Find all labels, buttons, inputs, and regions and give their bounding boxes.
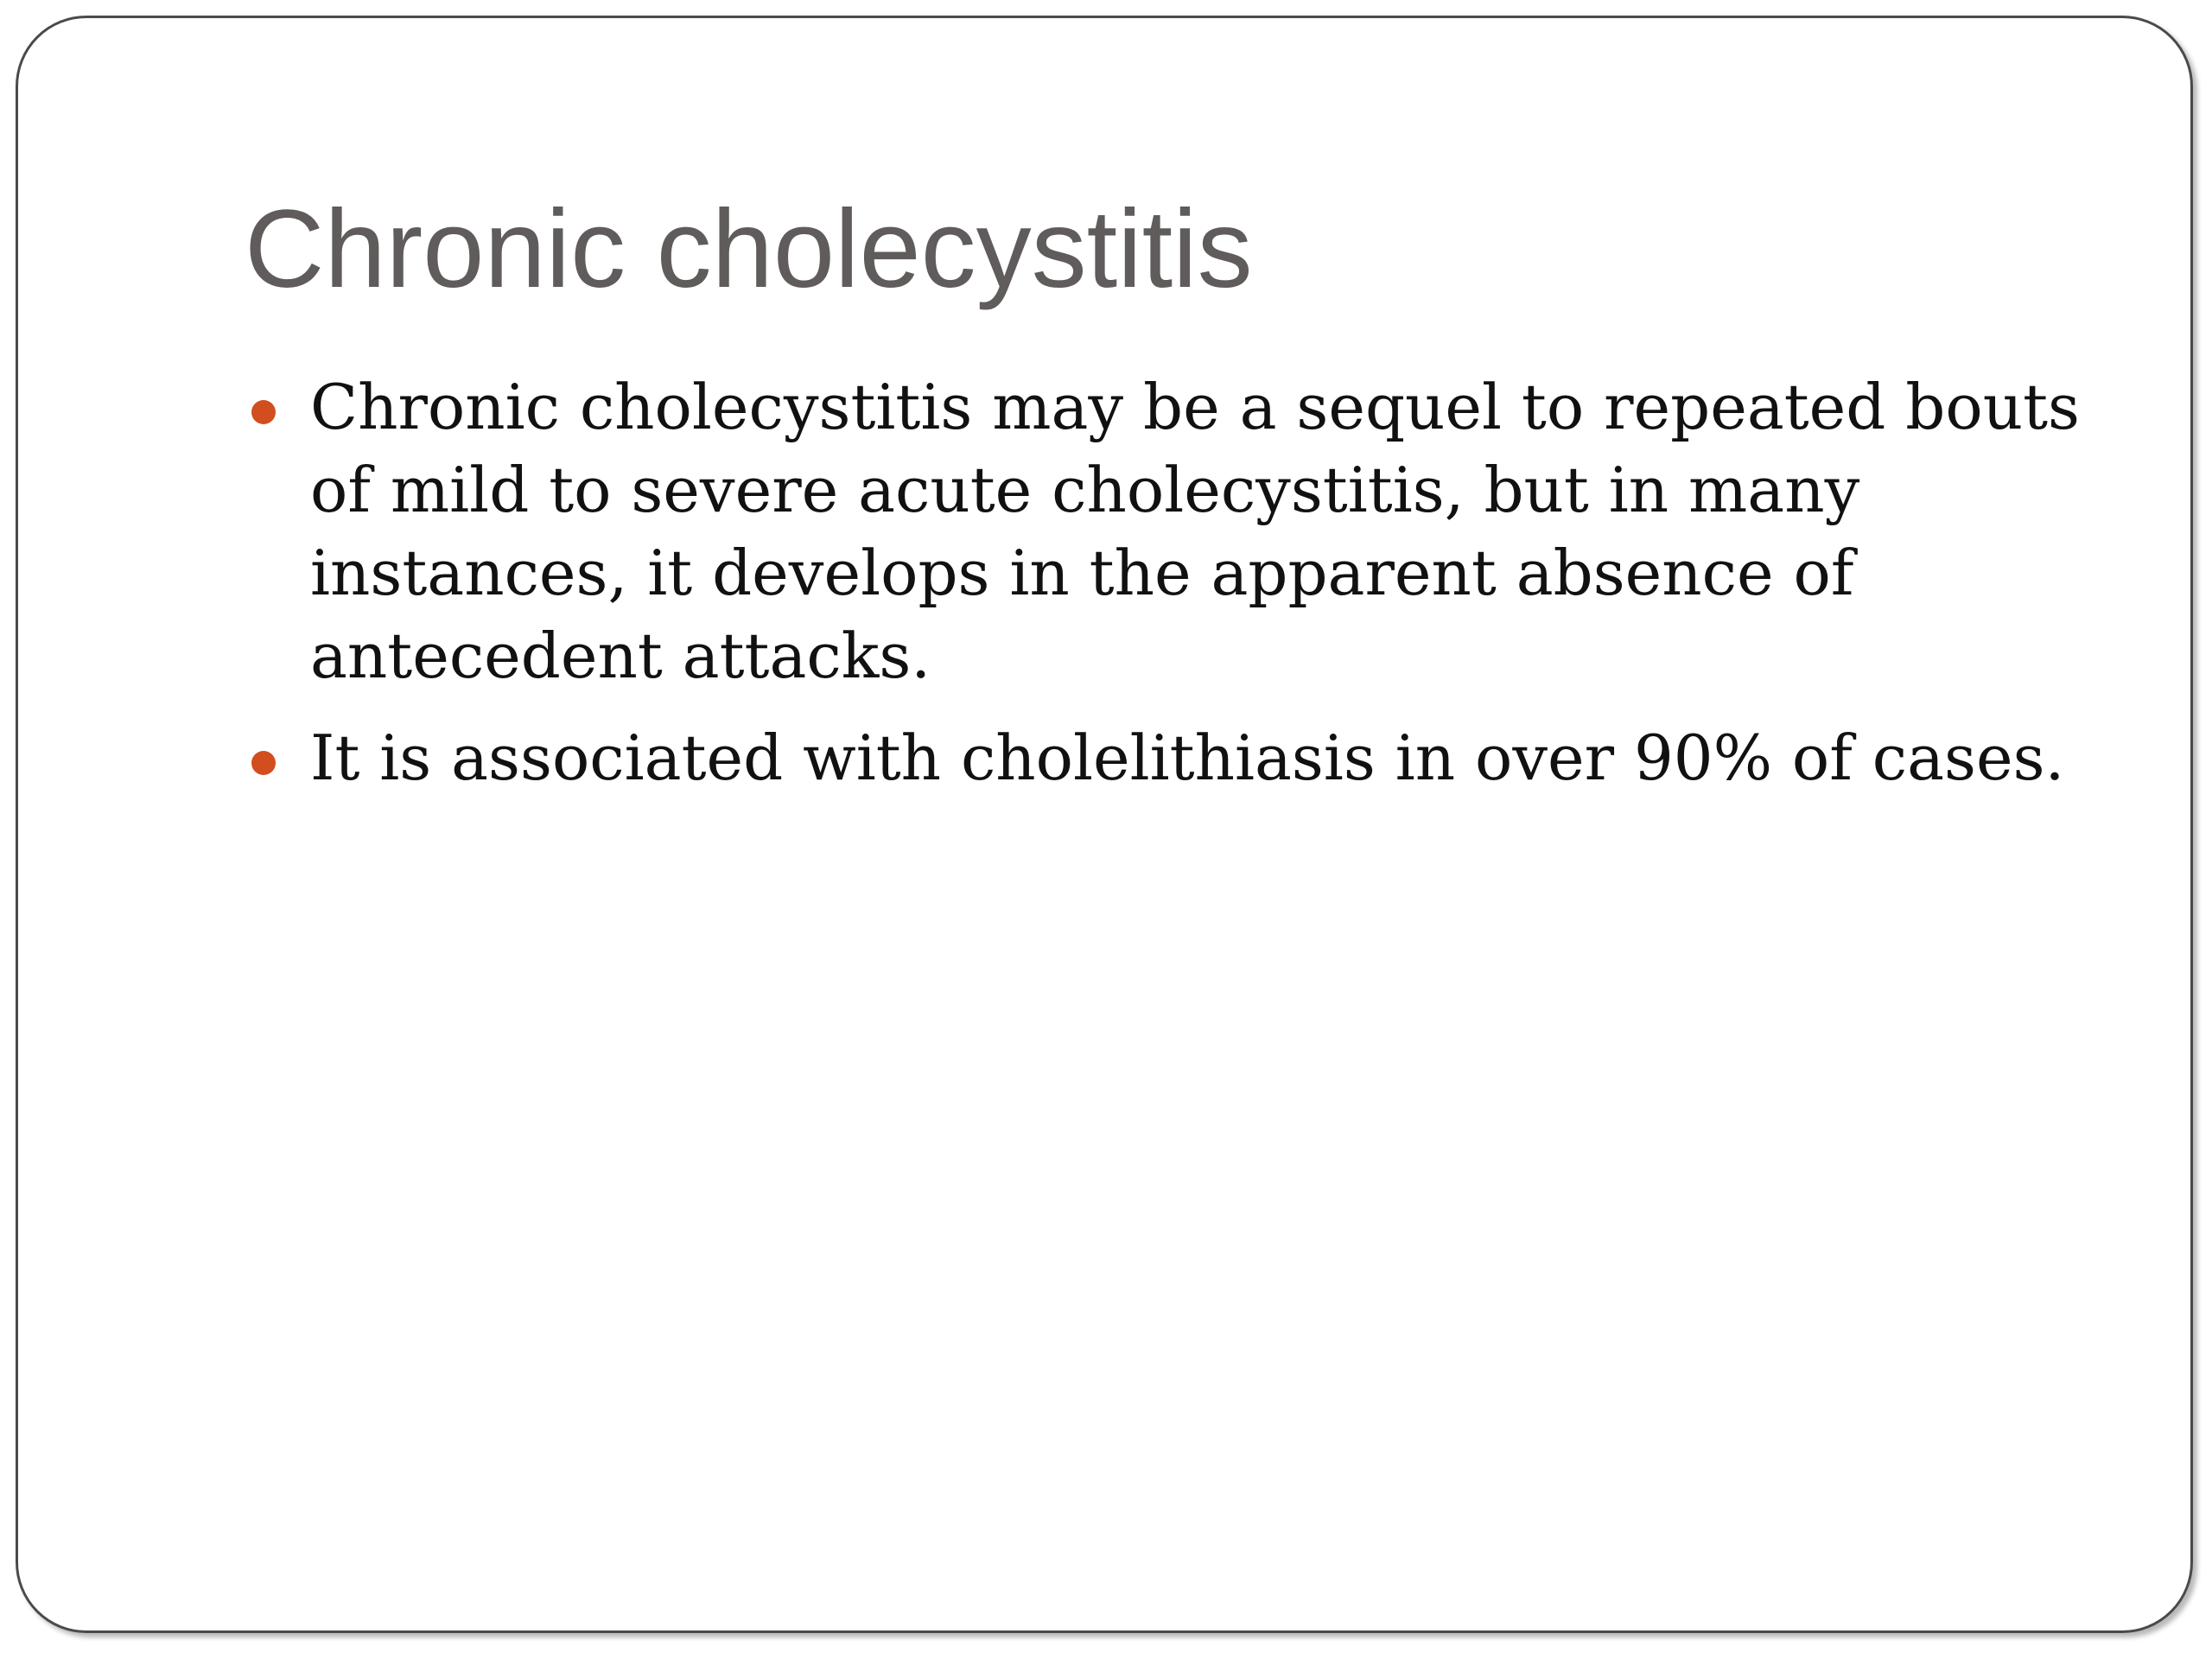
bullet-item [245, 365, 2102, 697]
bullet-item [245, 716, 2102, 799]
bullet-dot-icon [251, 751, 276, 775]
bullet-text: Chronic cholecystitis may be a sequel to repeated bouts of mild to severe acute cholecystitis, but in many instances, it develops in the apparent absence of antecedent attacks. [310, 371, 2080, 692]
slide-title: Chronic cholecystitis [245, 188, 1253, 311]
slide-frame [16, 16, 2193, 1633]
bullet-list [245, 365, 2102, 818]
bullet-dot-icon [251, 400, 276, 424]
bullet-text: It is associated with cholelithiasis in over 90% of cases. [310, 721, 2065, 794]
